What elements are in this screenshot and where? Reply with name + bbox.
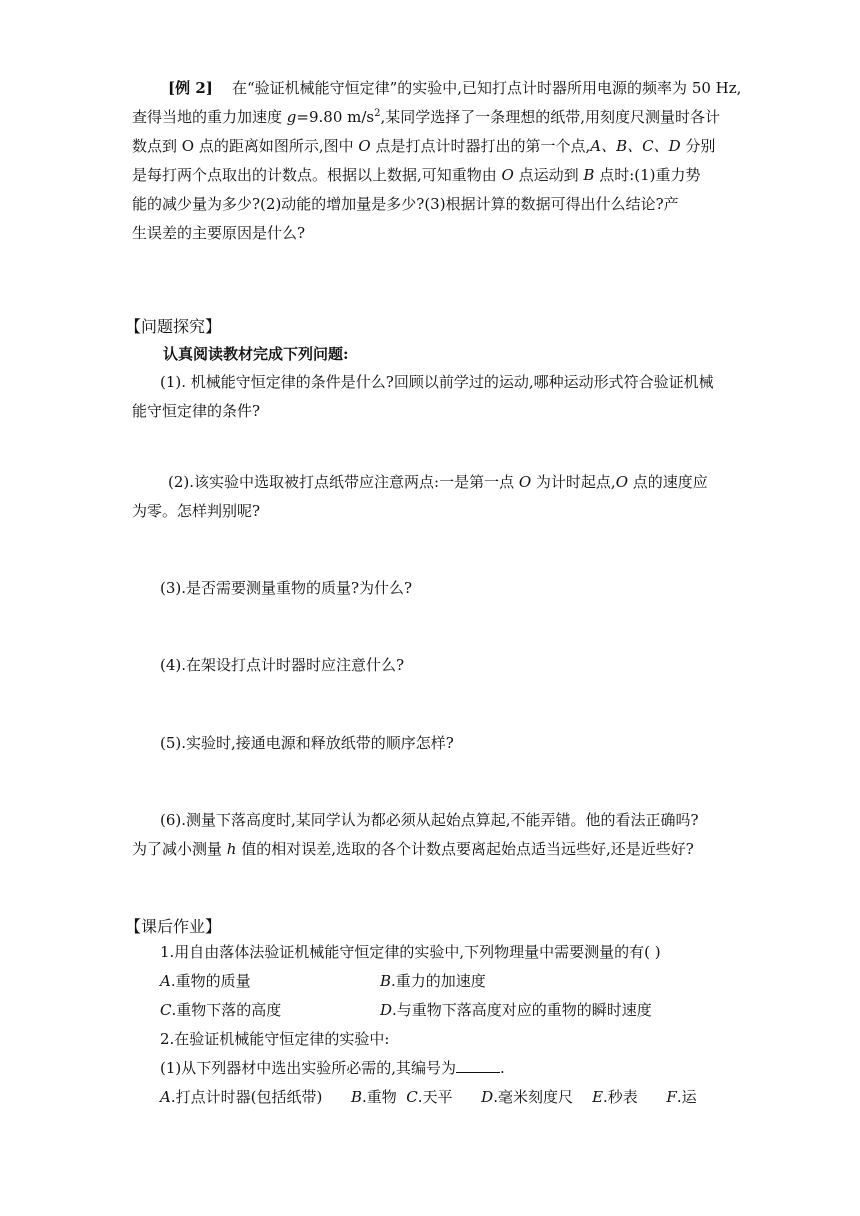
option-d: D.与重物下落高度对应的重物的瞬时速度	[380, 1001, 652, 1019]
problem-1-options-cd	[160, 996, 760, 1025]
question-2: (2).该实验中选取被打点纸带应注意两点:一是第一点 O 为计时起点,O 点的速度应 为零。怎样判别呢?	[132, 473, 708, 520]
equip-b: B.重物	[350, 1088, 397, 1106]
equip-f: F.运	[666, 1088, 697, 1106]
equipment-options	[160, 1083, 760, 1112]
option-c: C.重物下落的高度	[160, 1001, 282, 1019]
question-4: (4).在架设打点计时器时应注意什么?	[160, 656, 405, 674]
example-2-paragraph	[132, 74, 752, 248]
question-5: (5).实验时,接通电源和释放纸带的顺序怎样?	[160, 734, 454, 752]
explore-instruction: 认真阅读教材完成下列问题:	[163, 345, 349, 363]
homework-body	[160, 938, 760, 1112]
problem-2-part-1: (1)从下列器材中选出实验所必需的,其编号为 .	[160, 1059, 505, 1077]
homework-heading: 【课后作业】	[125, 917, 222, 936]
homework-problem-2: 2.在验证机械能守恒定律的实验中:	[160, 1030, 390, 1048]
example-tag: [例 2]	[168, 79, 213, 97]
answer-blank[interactable]	[456, 1058, 500, 1073]
question-6: (6).测量下落高度时,某同学认为都必须从起始点算起,不能弄错。他的看法正确吗? 为了减小测量 h 值的相对误差,选取的各个计数点要离起始点适当远些好,还是近些好?	[132, 811, 699, 858]
example-line-1: [例 2] 在“验证机械能守恒定律”的实验中,已知打点计时器所用电源的频率为 50 Hz,	[168, 79, 742, 97]
option-b: B.重力的加速度	[380, 972, 486, 990]
question-3: (3).是否需要测量重物的质量?为什么?	[160, 579, 413, 597]
equip-c: C.天平	[406, 1088, 453, 1106]
equip-e: E.秒表	[592, 1088, 638, 1106]
homework-problem-1: 1.用自由落体法验证机械能守恒定律的实验中,下列物理量中需要测量的有( )	[160, 943, 661, 961]
problem-1-options-ab	[160, 967, 760, 996]
example-line-5: 能的减少量为多少?(2)动能的增加量是多少?(3)根据计算的数据可得出什么结论?产	[132, 195, 679, 213]
example-line-6: 生误差的主要原因是什么?	[132, 224, 306, 242]
example-line-2: 查得当地的重力加速度 g=9.80 $m/s^2$,某同学选择了一条理想的纸带,用刻度尺测量时各计	[132, 108, 721, 126]
option-a: A.重物的质量	[160, 972, 251, 990]
equip-d: D.毫米刻度尺	[481, 1088, 573, 1106]
equip-a: A.打点计时器(包括纸带)	[160, 1088, 323, 1106]
example-line-4: 是每打两个点取出的计数点。根据以上数据,可知重物由 O 点运动到 B 点时:(1)重力势	[132, 166, 701, 184]
example-line-3: 数点到 O 点的距离如图所示,图中 O 点是打点计时器打出的第一个点,A、B、C、D 分别	[132, 137, 716, 155]
explore-heading: 【问题探究】	[125, 317, 222, 336]
question-1: (1). 机械能守恒定律的条件是什么?回顾以前学过的运动,哪种运动形式符合验证机械 能守恒定律的条件?	[132, 373, 714, 420]
